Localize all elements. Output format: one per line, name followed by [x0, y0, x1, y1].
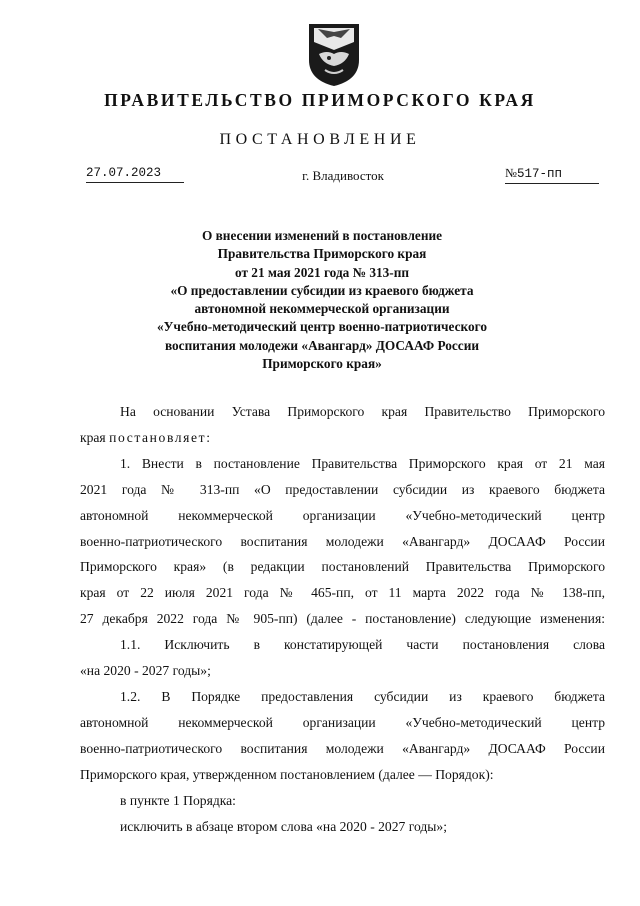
preamble-continuation: [80, 425, 605, 451]
item-1-1-line: «на 2020 - 2027 годы»;: [80, 663, 211, 679]
item-1-line: края от 22 июля 2021 года № 465-пп, от 11 марта 2022 года № 138-пп,: [80, 585, 605, 601]
heading-line: Правительства Приморского края: [217, 246, 427, 262]
heading-line: «Учебно-методический центр военно-патриотического: [157, 319, 487, 335]
preamble: [80, 399, 605, 425]
document-body: [80, 399, 605, 839]
item-1-2-line: Приморского края, утвержденном постановлением (далее — Порядок):: [80, 766, 494, 782]
point-1-intro: в пункте 1 Порядка:: [120, 792, 236, 808]
item-1-line: 1. Внести в постановление Правительства Приморского края от 21 мая: [120, 455, 605, 471]
item-1-line: Приморского края» (в редакции постановлений Правительства Приморского: [80, 559, 605, 575]
heading-line: автономной некоммерческой организации: [194, 301, 450, 317]
preamble-line: На основании Устава Приморского края Правительство Приморского: [120, 404, 605, 419]
heading-line: «О предоставлении субсидии из краевого бюджета: [170, 282, 474, 298]
document-date: 27.07.2023: [86, 166, 184, 183]
item-1: [80, 451, 605, 632]
item-1-line: 27 декабря 2022 года № 905-пп) (далее - постановление) следующие изменения:: [80, 611, 605, 627]
item-1-2-line: военно-патриотического воспитания молодежи «Авангард» ДОСААФ России: [80, 740, 605, 756]
coat-of-arms-emblem: [305, 20, 363, 88]
item-1-2: [80, 684, 605, 788]
document-heading: [150, 227, 494, 373]
number-prefix: №: [505, 166, 517, 180]
item-1-1: [80, 632, 605, 684]
heading-line: воспитания молодежи «Авангард» ДОСААФ России: [164, 337, 480, 353]
heading-line: от 21 мая 2021 года № 313-пп: [234, 264, 410, 280]
document-type: ПОСТАНОВЛЕНИЕ: [219, 131, 421, 148]
resolves-word: постановляет:: [109, 429, 212, 445]
item-1-1-line: 1.1. Исключить в констатирующей части постановления слова: [120, 637, 605, 653]
item-1-line: автономной некоммерческой организации «Учебно-методический центр: [80, 507, 605, 523]
government-title: ПРАВИТЕЛЬСТВО ПРИМОРСКОГО КРАЯ: [104, 90, 536, 110]
document-number: [505, 166, 599, 184]
item-1-2-line: 1.2. В Порядке предоставления субсидии из краевого бюджета: [120, 688, 605, 704]
item-1-line: военно-патриотического воспитания молодежи «Авангард» ДОСААФ России: [80, 533, 605, 549]
number-value: 517-пп: [516, 167, 562, 181]
document-city: г. Владивосток: [302, 168, 384, 183]
preamble-word: края: [80, 429, 106, 445]
item-1-2-line: автономной некоммерческой организации «Учебно-методический центр: [80, 714, 605, 730]
heading-line: О внесении изменений в постановление: [201, 228, 443, 243]
heading-line: Приморского края»: [262, 356, 382, 372]
item-1-line: 2021 года № 313-пп «О предоставлении субсидии из краевого бюджета: [80, 481, 605, 497]
exclude-clause: исключить в абзаце втором слова «на 2020 - 2027 годы»;: [120, 818, 447, 834]
